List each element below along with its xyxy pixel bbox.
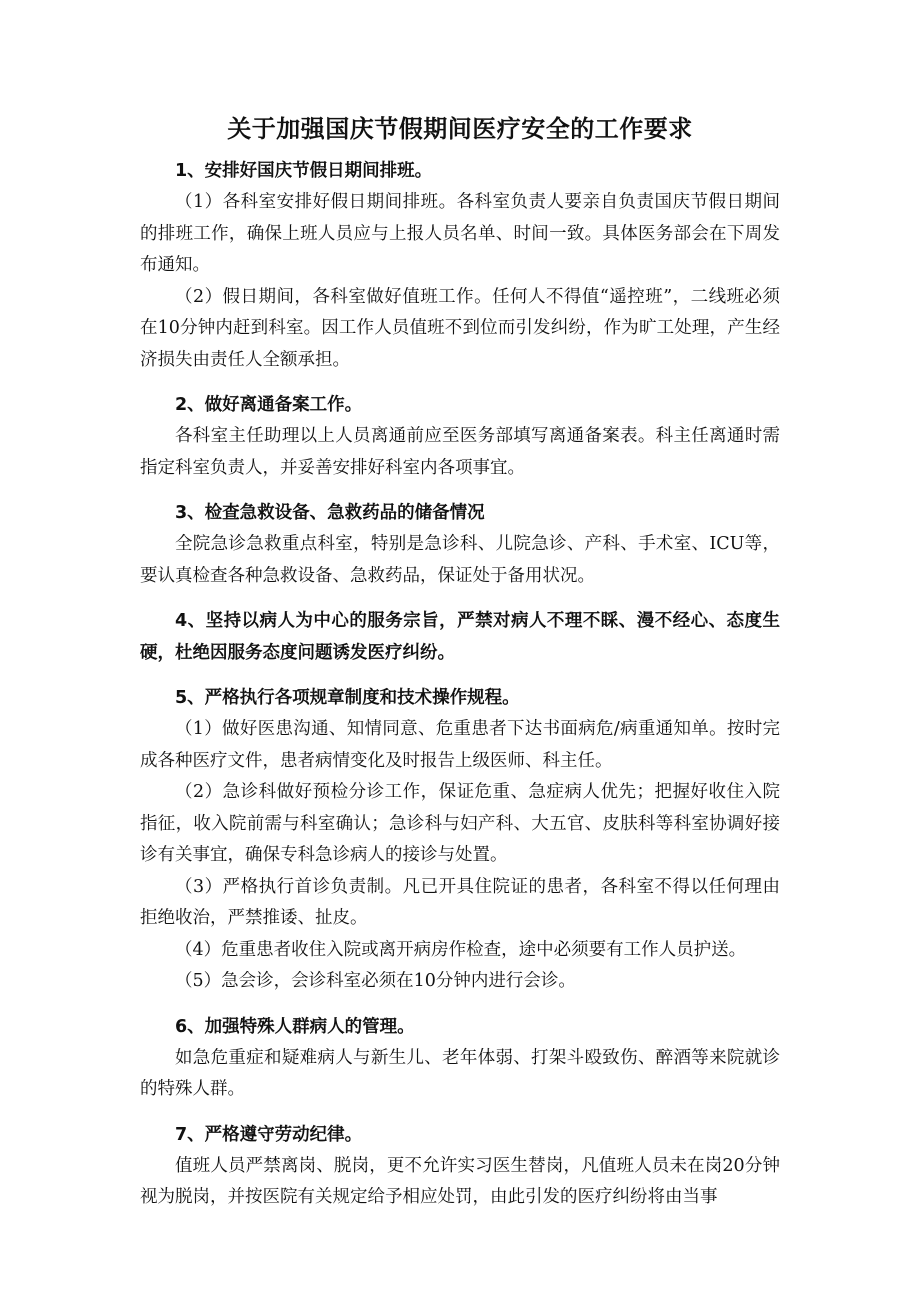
section-4 xyxy=(140,606,780,669)
section-paragraph: （2）假日期间，各科室做好值班工作。任何人不得值“遥控班”，二线班必须在10分钟内赶到科室。因工作人员值班不到位而引发纠纷，作为旷工处理，产生经济损失由责任人全额承担。 xyxy=(140,286,780,370)
section-paragraph: 值班人员严禁离岗、脱岗，更不允许实习医生替岗，凡值班人员未在岗20分钟视为脱岗，并按医院有关规定给予相应处罚，由此引发的医疗纠纷将由当事 xyxy=(140,1155,780,1207)
section-paragraph: 如急危重症和疑难病人与新生儿、老年体弱、打架斗殴致伤、醉酒等来院就诊的特殊人群。 xyxy=(140,1047,780,1099)
section-paragraph: 各科室主任助理以上人员离通前应至医务部填写离通备案表。科主任离通时需指定科室负责人，并妥善安排好科室内各项事宜。 xyxy=(140,426,780,478)
section-heading: 6、加强特殊人群病人的管理。 xyxy=(175,1016,415,1037)
section-paragraph: （2）急诊科做好预检分诊工作，保证危重、急症病人优先；把握好收住入院指征，收入院前需与科室确认；急诊科与妇产科、大五官、皮肤科等科室协调好接诊有关事宜，确保专科急诊病人的接诊与处置。 xyxy=(140,782,780,865)
section-heading: 3、检查急救设备、急救药品的储备情况 xyxy=(175,503,485,523)
section-heading: 7、严格遵守劳动纪律。 xyxy=(175,1124,363,1145)
section-2 xyxy=(140,390,780,484)
section-paragraph: （5）急会诊，会诊科室必须在10分钟内进行会诊。 xyxy=(175,971,576,991)
section-1 xyxy=(140,156,780,376)
section-heading: 2、做好离通备案工作。 xyxy=(175,395,363,415)
section-paragraph: （1）各科室安排好假日期间排班。各科室负责人要亲自负责国庆节假日期间的排班工作，确保上班人员应与上报人员名单、时间一致。具体医务部会在下周发布通知。 xyxy=(140,192,780,275)
document-title: 关于加强国庆节假期间医疗安全的工作要求 xyxy=(227,115,693,143)
section-7 xyxy=(140,1120,780,1214)
document-body xyxy=(140,156,780,1214)
section-paragraph: （4）危重患者收住入院或离开病房作检查，途中必须要有工作人员护送。 xyxy=(175,939,747,960)
section-6 xyxy=(140,1012,780,1106)
section-5 xyxy=(140,683,780,998)
section-heading: 1、安排好国庆节假日期间排班。 xyxy=(175,161,433,181)
section-heading: 4、坚持以病人为中心的服务宗旨，严禁对病人不理不睬、漫不经心、态度生硬，杜绝因服务态度问题诱发医疗纠纷。 xyxy=(140,611,780,663)
section-paragraph: （3）严格执行首诊负责制。凡已开具住院证的患者，各科室不得以任何理由拒绝收治，严禁推诿、扯皮。 xyxy=(140,876,780,928)
section-paragraph: （1）做好医患沟通、知情同意、危重患者下达书面病危/病重通知单。按时完成各种医疗文件，患者病情变化及时报告上级医师、科主任。 xyxy=(140,719,780,771)
section-3 xyxy=(140,498,780,592)
section-paragraph: 全院急诊急救重点科室，特别是急诊科、儿院急诊、产科、手术室、ICU等，要认真检查各种急救设备、急救药品，保证处于备用状况。 xyxy=(140,534,780,586)
section-heading: 5、严格执行各项规章制度和技术操作规程。 xyxy=(175,688,520,708)
